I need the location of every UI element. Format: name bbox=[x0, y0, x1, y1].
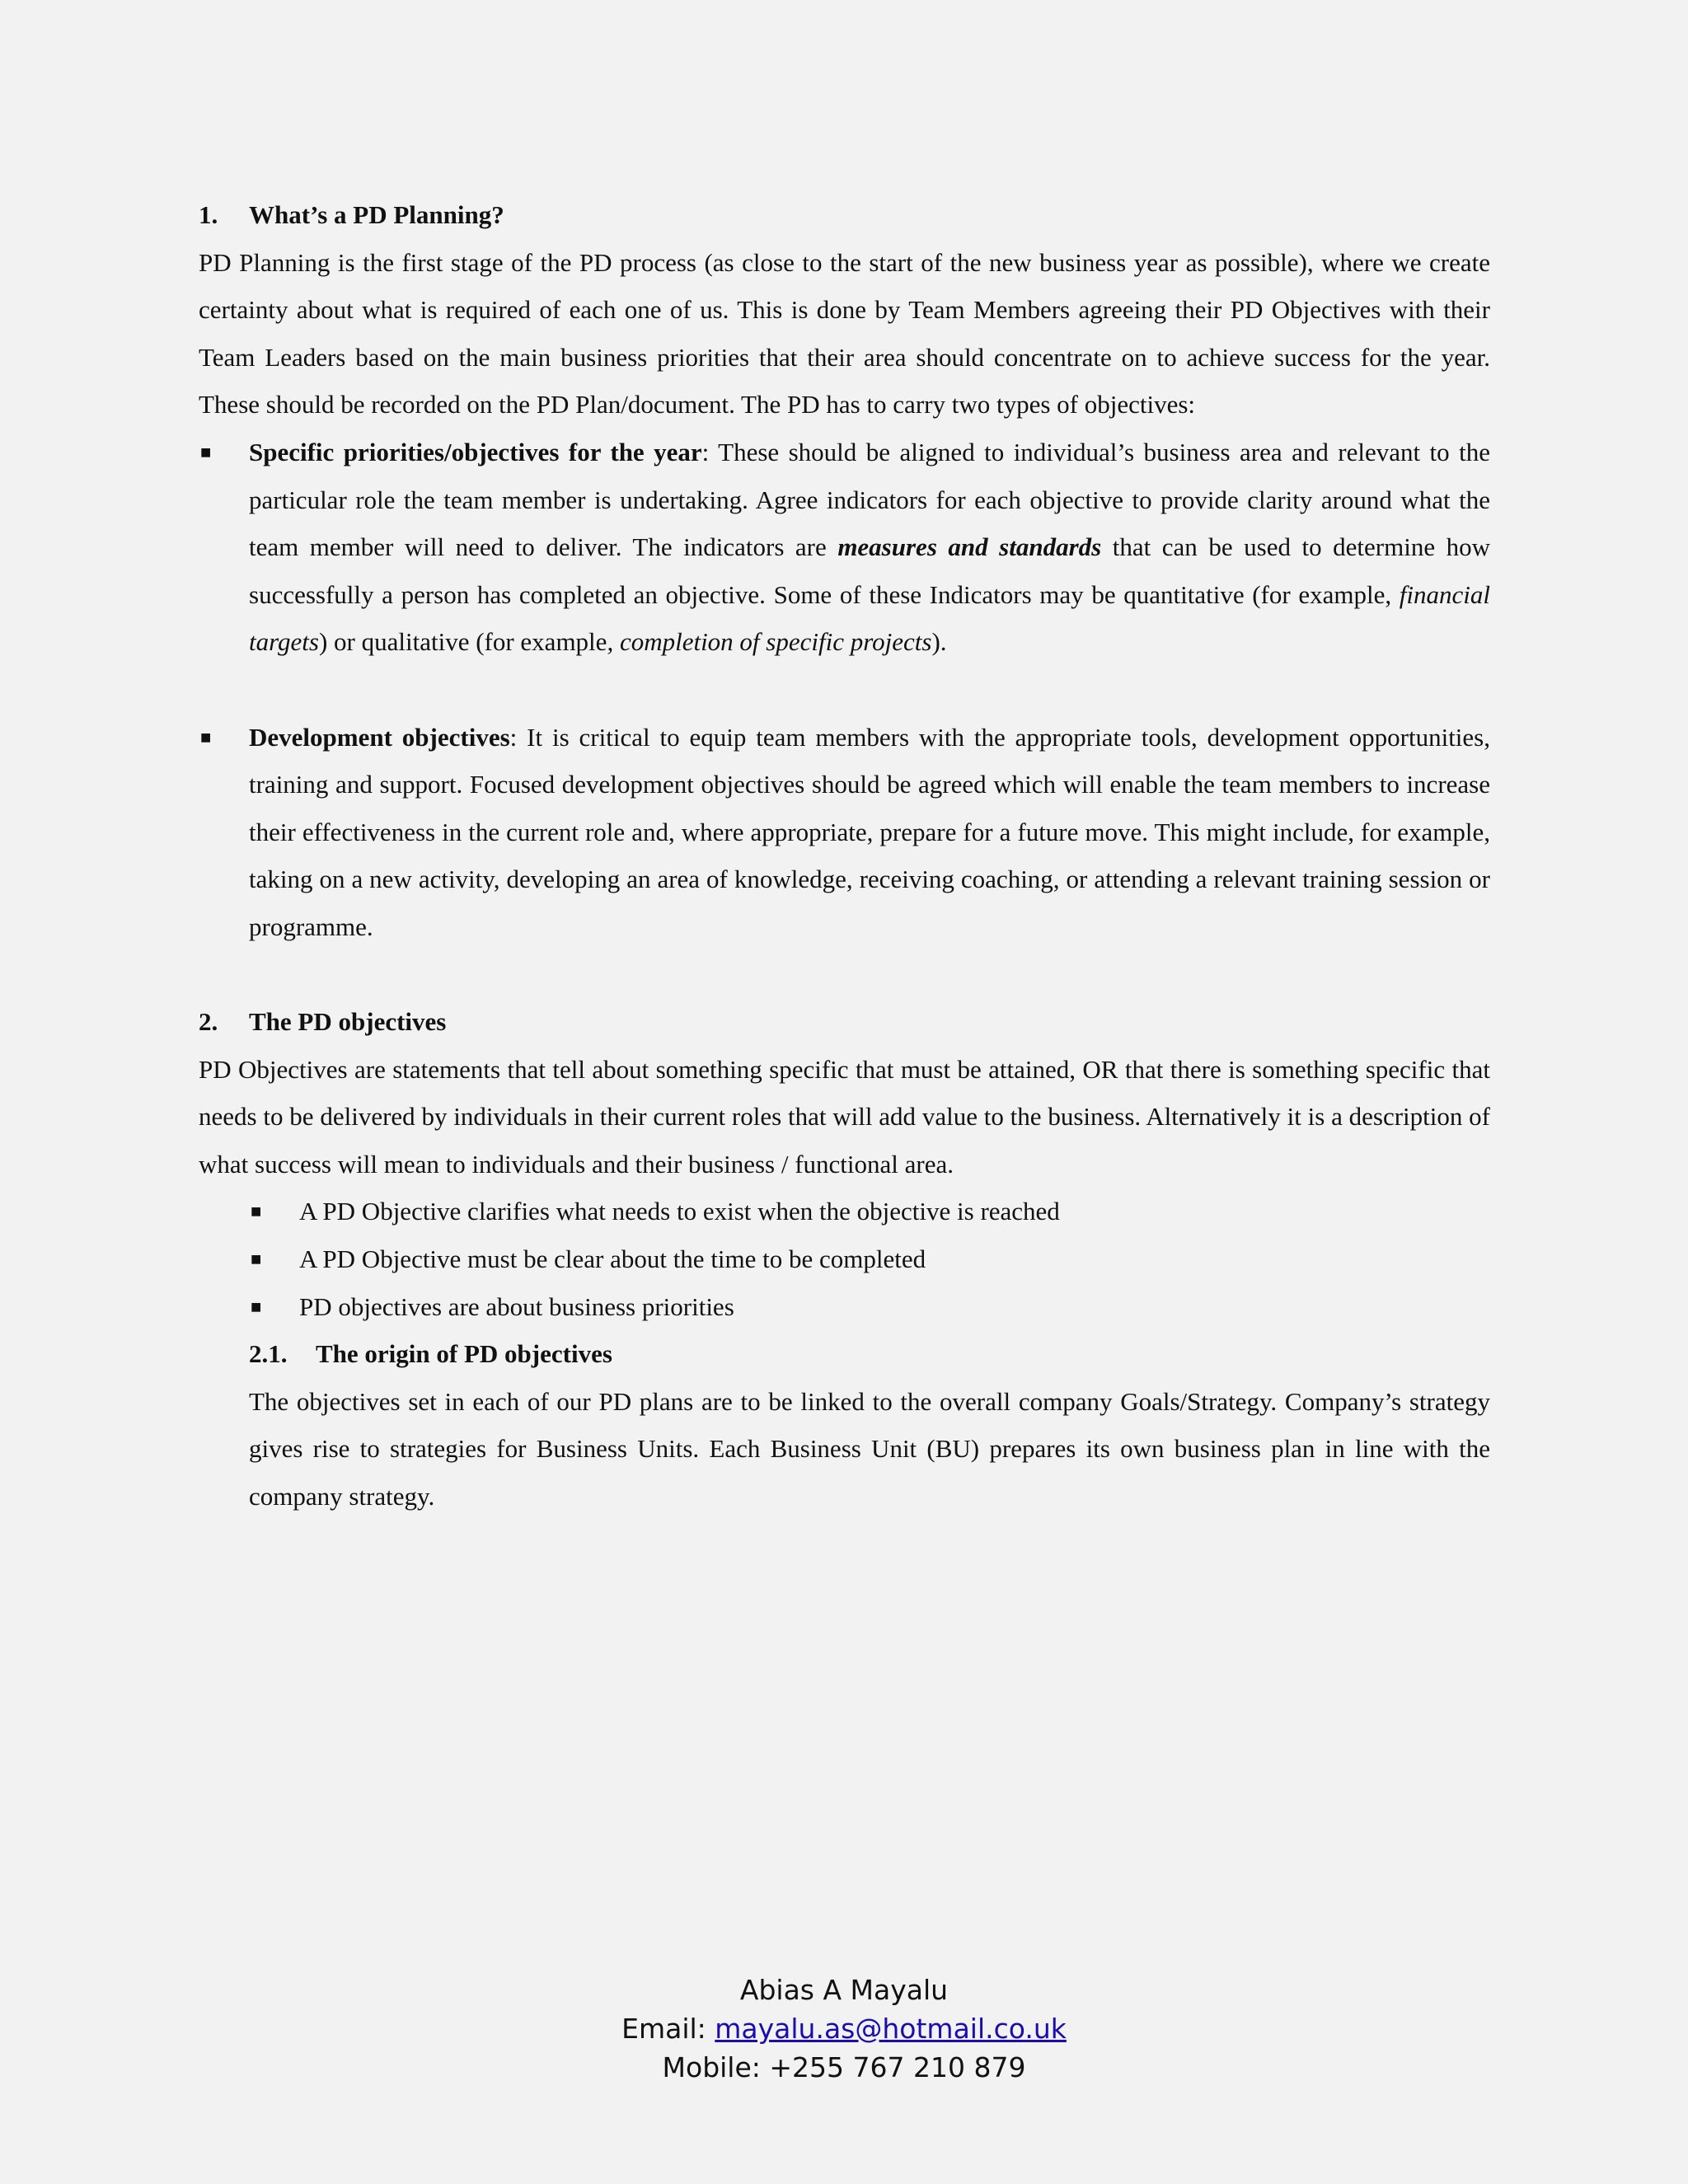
bullet-text: : These should be aligned to individual’s business area and relevant to the particular role the team member is undertaking. Agree indicators for each objective to provide clarity around what the team member will need to deliver. The indicators are bbox=[249, 437, 1490, 562]
list-item bbox=[249, 1188, 1490, 1235]
square-bullet-icon: ■ bbox=[251, 1201, 262, 1222]
square-bullet-icon: ■ bbox=[200, 726, 212, 748]
section-2-heading bbox=[199, 998, 1490, 1046]
section-1-intro: PD Planning is the first stage of the PD process (as close to the start of the new business year as possible), where we create certainty about what is required of each one of us. This is done by Team Members agreeing their PD Objectives with their Team Leaders based on the main business priorities that their area should concentrate on to achieve success for the year. These should be recorded on the PD Plan/document. The PD has to carry two types of objectives: bbox=[199, 247, 1490, 419]
subsection-number: 2.1. bbox=[249, 1339, 288, 1369]
subsection-2-1-text: The objectives set in each of our PD plans are to be linked to the overall company Goals/Strategy. Company’s strategy gives rise to strategies for Business Units. Each Business Unit (BU) prepares its own business plan in line with the company strategy. bbox=[249, 1386, 1490, 1511]
section-2-intro: PD Objectives are statements that tell about something specific that must be attained, OR that there is something specific that needs to be delivered by individuals in their current roles that will add value to the business. Alternatively it is a description of what success will mean to individuals and their business / functional area. bbox=[199, 1054, 1490, 1179]
document-body bbox=[199, 191, 1490, 1521]
bullet-lead: Development objectives bbox=[249, 722, 510, 752]
bullet-text: that can be used to determine how successfully a person has completed an objective. Some of these Indicators may be quantitative (for example, bbox=[249, 532, 1490, 609]
list-item-text: PD objectives are about business priorities bbox=[299, 1291, 734, 1321]
list-item-text: A PD Objective must be clear about the time to be completed bbox=[299, 1244, 926, 1274]
subsection-title: The origin of PD objectives bbox=[316, 1339, 612, 1369]
italic-text: , bbox=[607, 627, 614, 657]
square-bullet-icon: ■ bbox=[200, 441, 212, 462]
bullet-development-objectives bbox=[199, 714, 1490, 951]
section-2-number: 2. bbox=[199, 1007, 218, 1037]
square-bullet-icon: ■ bbox=[251, 1296, 262, 1317]
spacer bbox=[199, 951, 1490, 999]
email-link[interactable]: mayalu.as@hotmail.co.uk bbox=[715, 2013, 1067, 2045]
author-name: Abias A Mayalu bbox=[739, 1974, 949, 2006]
bullet-text: ) or qualitative (for example bbox=[318, 627, 607, 657]
list-item bbox=[249, 1235, 1490, 1283]
section-1-title: What’s a PD Planning? bbox=[249, 200, 504, 229]
mobile-line: Mobile: +255 767 210 879 bbox=[662, 2051, 1026, 2083]
italic-text: financial targets bbox=[249, 579, 1490, 657]
subsection-2-1-heading bbox=[199, 1330, 1490, 1378]
section-1-heading bbox=[199, 191, 1490, 239]
objective-bullet-list bbox=[199, 1188, 1490, 1330]
email-line bbox=[0, 2009, 1688, 2048]
spacer bbox=[199, 666, 1490, 714]
square-bullet-icon: ■ bbox=[251, 1249, 262, 1270]
section-1-number: 1. bbox=[199, 200, 218, 229]
bullet-specific-priorities bbox=[199, 429, 1490, 666]
list-item-text: A PD Objective clarifies what needs to exist when the objective is reached bbox=[299, 1197, 1060, 1226]
italic-text: completion of specific projects bbox=[619, 627, 932, 657]
emphasis-text: measures and standards bbox=[837, 532, 1102, 562]
bullet-text: : It is critical to equip team members with the appropriate tools, development opportunities, training and support. Focused development objectives should be agreed which will enable the team members to increase their effectiveness in the current role and, where appropriate, prepare for a future move. This might include, for example, taking on a new activity, developing an area of knowledge, receiving coaching, or attending a relevant training session or programme. bbox=[249, 722, 1490, 941]
contact-footer bbox=[0, 1971, 1688, 2087]
section-2-title: The PD objectives bbox=[249, 1007, 447, 1037]
bullet-text: ). bbox=[931, 627, 947, 657]
bullet-lead: Specific priorities/objectives for the year bbox=[249, 437, 702, 466]
list-item bbox=[249, 1283, 1490, 1331]
email-label: Email: bbox=[621, 2013, 715, 2045]
